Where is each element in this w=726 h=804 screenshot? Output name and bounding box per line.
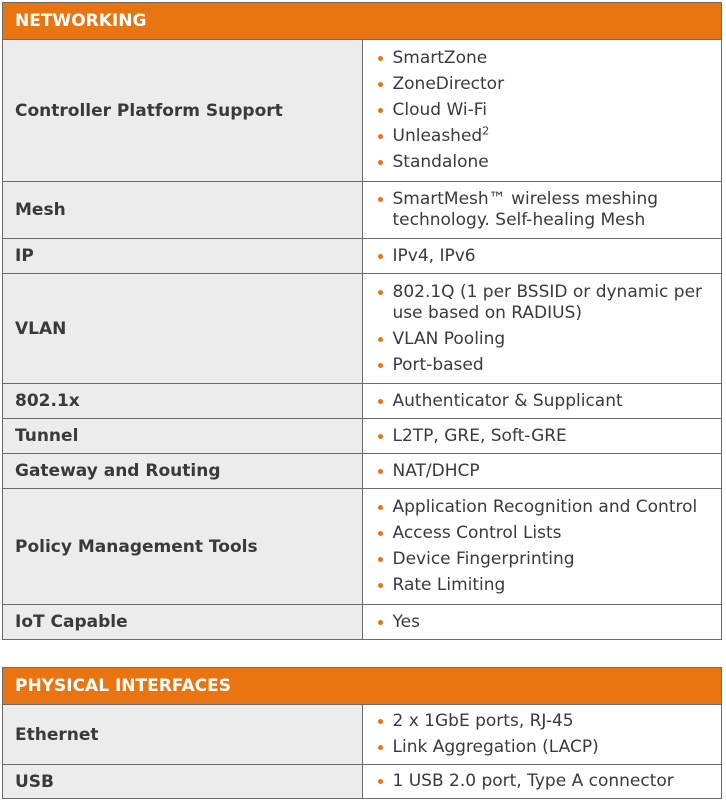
table-row xyxy=(3,239,722,274)
value-list xyxy=(375,391,710,412)
list-item: Port-based xyxy=(375,355,710,376)
list-item: Standalone xyxy=(375,152,710,173)
table-row xyxy=(3,489,722,605)
table-row xyxy=(3,40,722,182)
list-item: Cloud Wi-Fi xyxy=(375,100,710,121)
value-list xyxy=(375,711,710,758)
list-item: ZoneDirector xyxy=(375,74,710,95)
table-row xyxy=(3,765,722,799)
row-value xyxy=(362,384,722,419)
table-row xyxy=(3,419,722,454)
value-list xyxy=(375,48,710,173)
list-item: Application Recognition and Control xyxy=(375,497,710,518)
networking-header-row xyxy=(3,3,722,40)
row-value xyxy=(362,239,722,274)
list-item: NAT/DHCP xyxy=(375,461,710,482)
value-list xyxy=(375,189,710,231)
value-list xyxy=(375,771,710,792)
list-item: Authenticator & Supplicant xyxy=(375,391,710,412)
list-item: SmartMesh™ wireless meshing technology. Self-healing Mesh xyxy=(375,189,710,231)
row-value xyxy=(362,40,722,182)
list-item: 2 x 1GbE ports, RJ-45 xyxy=(375,711,710,732)
networking-title: NETWORKING xyxy=(3,3,722,40)
list-item: Link Aggregation (LACP) xyxy=(375,737,710,758)
row-value xyxy=(362,454,722,489)
row-value xyxy=(362,765,722,799)
physical-title: PHYSICAL INTERFACES xyxy=(3,668,722,705)
row-value xyxy=(362,182,722,239)
list-item: Device Fingerprinting xyxy=(375,549,710,570)
physical-interfaces-table xyxy=(2,667,722,799)
list-item: SmartZone xyxy=(375,48,710,69)
networking-table xyxy=(2,2,722,640)
table-row xyxy=(3,605,722,640)
physical-header-row xyxy=(3,668,722,705)
list-item: 1 USB 2.0 port, Type A connector xyxy=(375,771,710,792)
list-item-text: Unleashed xyxy=(392,126,483,146)
list-item: IPv4, IPv6 xyxy=(375,246,710,267)
row-label: Mesh xyxy=(3,182,363,239)
row-label: Gateway and Routing xyxy=(3,454,363,489)
table-row xyxy=(3,384,722,419)
value-list xyxy=(375,246,710,267)
row-label: 802.1x xyxy=(3,384,363,419)
table-row xyxy=(3,705,722,765)
row-label: Ethernet xyxy=(3,705,363,765)
value-list xyxy=(375,461,710,482)
row-value xyxy=(362,605,722,640)
list-item: VLAN Pooling xyxy=(375,329,710,350)
footnote-marker: 2 xyxy=(482,124,490,138)
list-item: L2TP, GRE, Soft-GRE xyxy=(375,426,710,447)
row-value xyxy=(362,274,722,384)
row-label: Tunnel xyxy=(3,419,363,454)
row-label: IoT Capable xyxy=(3,605,363,640)
table-row xyxy=(3,274,722,384)
list-item xyxy=(375,126,710,147)
value-list xyxy=(375,497,710,596)
row-value xyxy=(362,705,722,765)
row-value xyxy=(362,489,722,605)
value-list xyxy=(375,426,710,447)
list-item: Access Control Lists xyxy=(375,523,710,544)
row-label: VLAN xyxy=(3,274,363,384)
row-value xyxy=(362,419,722,454)
value-list xyxy=(375,612,710,633)
table-row xyxy=(3,182,722,239)
row-label: Controller Platform Support xyxy=(3,40,363,182)
row-label: IP xyxy=(3,239,363,274)
row-label: Policy Management Tools xyxy=(3,489,363,605)
row-label: USB xyxy=(3,765,363,799)
list-item: Rate Limiting xyxy=(375,575,710,596)
list-item: Yes xyxy=(375,612,710,633)
list-item: 802.1Q (1 per BSSID or dynamic per use based on RADIUS) xyxy=(375,282,710,324)
table-row xyxy=(3,454,722,489)
value-list xyxy=(375,282,710,376)
